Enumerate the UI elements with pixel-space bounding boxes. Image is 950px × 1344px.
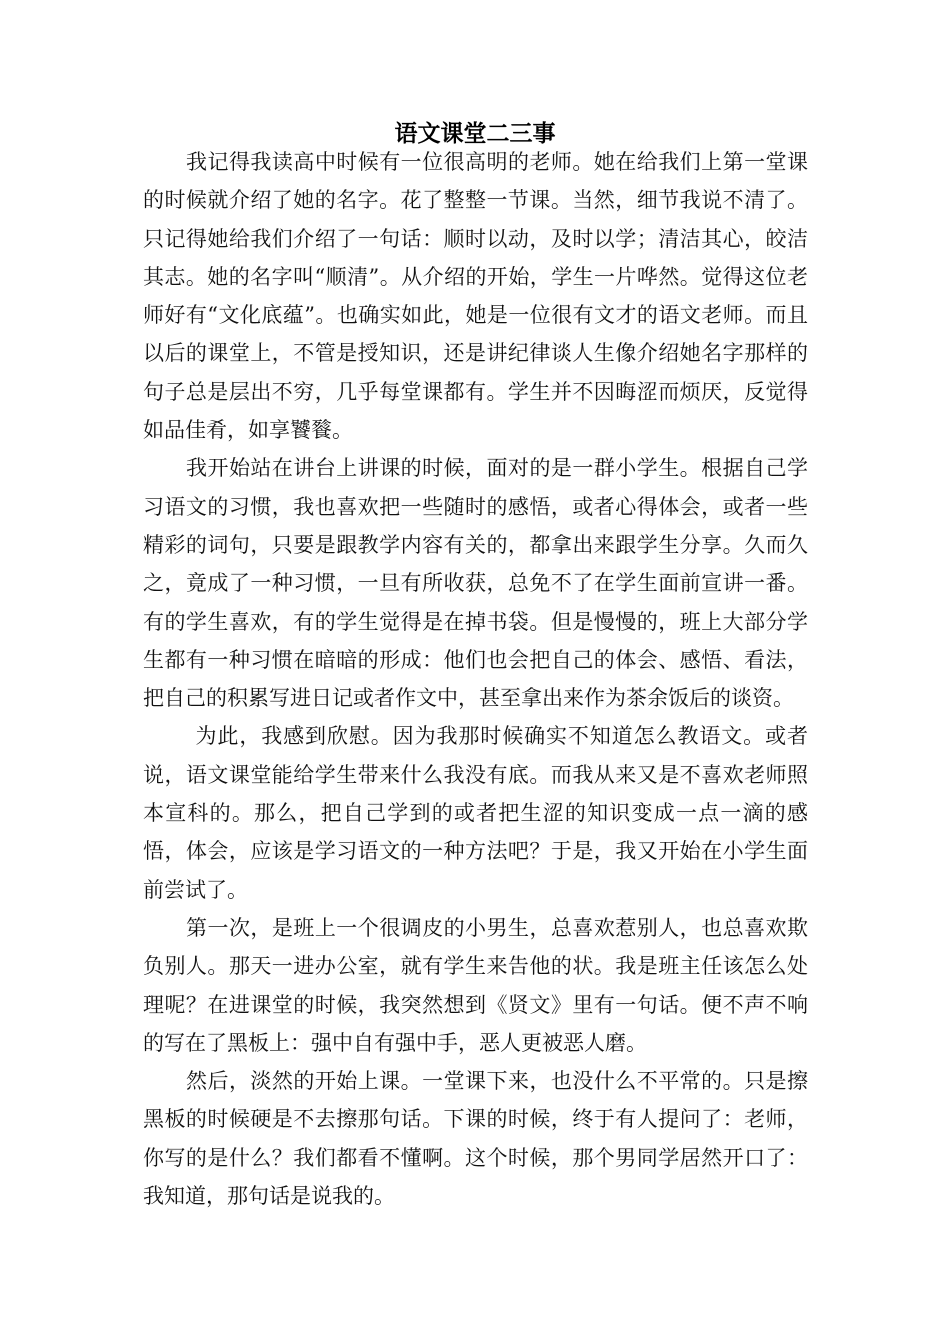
paragraph-5: 然后，淡然的开始上课。一堂课下来，也没什么不平常的。只是擦黑板的时候硬是不去擦那句话。下课的时候，终于有人提问了：老师，你写的是什么？我们都看不懂啊。这个时候，那个男同学居然开口了：我知道，那句话是说我的。 [143, 1069, 808, 1209]
paragraph-3: 为此，我感到欣慰。因为我那时候确实不知道怎么教语文。或者说，语文课堂能给学生带来什么我没有底。而我从来又是不喜欢老师照本宣科的。那么，把自己学到的或者把生涩的知识变成一点一滴的感悟，体会，应该是学习语文的一种方法吧？于是，我又开始在小学生面前尝试了。 [143, 724, 808, 902]
paragraph-4: 第一次，是班上一个很调皮的小男生，总喜欢惹别人，也总喜欢欺负别人。那天一进办公室，就有学生来告他的状。我是班主任该怎么处理呢？在进课堂的时候，我突然想到《贤文》里有一句话。便不声不响的写在了黑板上：强中自有强中手，恶人更被恶人磨。 [143, 915, 808, 1055]
document-title: 语文课堂二三事 [394, 121, 556, 147]
document-body [143, 143, 808, 1215]
paragraph-1: 我记得我读高中时候有一位很高明的老师。她在给我们上第一堂课的时候就介绍了她的名字。花了整整一节课。当然，细节我说不清了。只记得她给我们介绍了一句话：顺时以动，及时以学；清洁其心，皎洁其志。她的名字叫“顺清”。从介绍的开始，学生一片哗然。觉得这位老师好有“文化底蕴”。也确实如此，她是一位很有文才的语文老师。而且以后的课堂上，不管是授知识，还是讲纪律谈人生像介绍她名字那样的句子总是层出不穷，几乎每堂课都有。学生并不因晦涩而烦厌，反觉得如品佳肴，如享饕餮。 [143, 150, 808, 443]
paragraph-2: 我开始站在讲台上讲课的时候，面对的是一群小学生。根据自己学习语文的习惯，我也喜欢把一些随时的感悟，或者心得体会，或者一些精彩的词句，只要是跟教学内容有关的，都拿出来跟学生分享。久而久之，竟成了一种习惯，一旦有所收获，总免不了在学生面前宣讲一番。有的学生喜欢，有的学生觉得是在掉书袋。但是慢慢的，班上大部分学生都有一种习惯在暗暗的形成：他们也会把自己的体会、感悟、看法，把自己的积累写进日记或者作文中，甚至拿出来作为茶余饭后的谈资。 [143, 456, 808, 711]
